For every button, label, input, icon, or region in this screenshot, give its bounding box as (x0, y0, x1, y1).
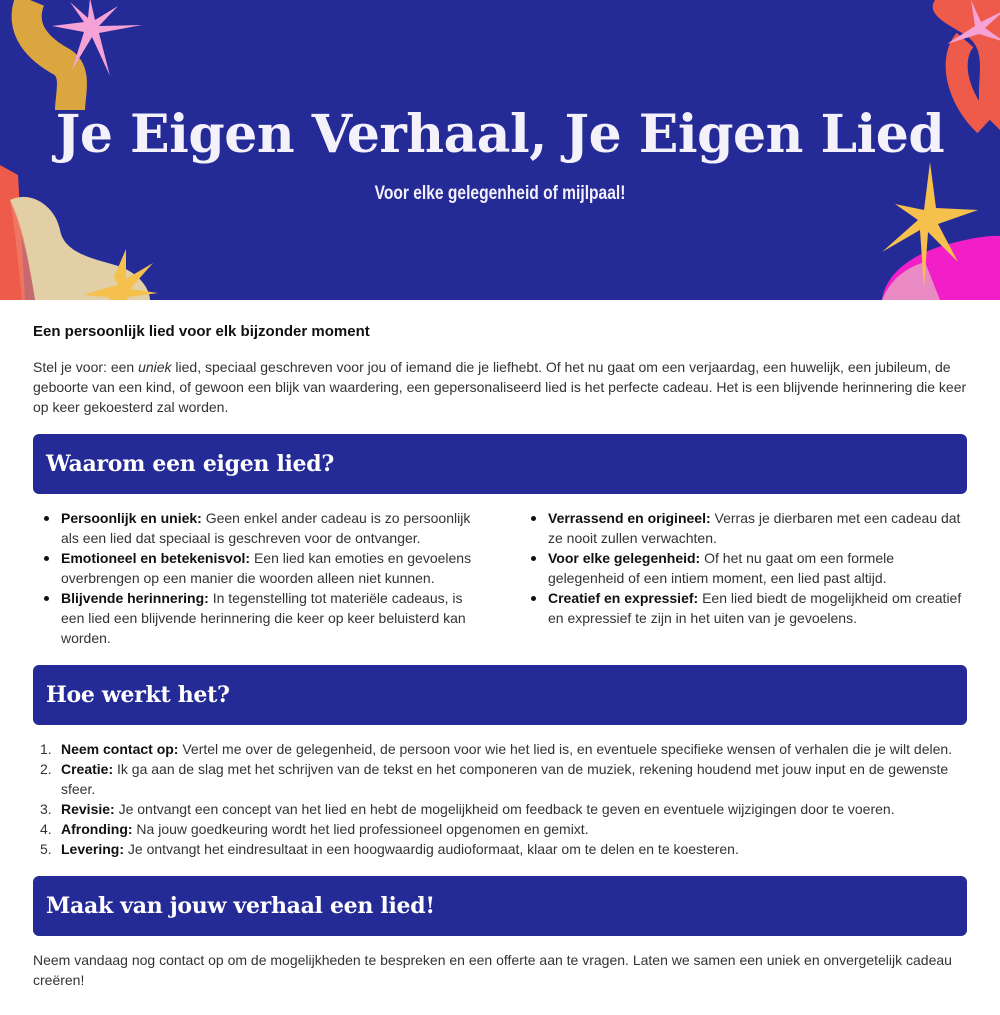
step-number: 1. (40, 741, 52, 757)
list-item-text: Een lied biedt de mogelijkheid om creatief en expressief te zijn in het uiten van je gevoelens. (548, 590, 962, 626)
list-item-text: Verras je dierbaren met een cadeau dat ze nooit zullen verwachten. (548, 510, 961, 546)
how-steps-list (33, 739, 967, 859)
step-text: Je ontvangt een concept van het lied en hebt de mogelijkheid om feedback te geven en eventuele wijzigingen door te voeren. (114, 801, 895, 817)
step-item (33, 739, 967, 759)
step-text: Je ontvangt het eindresultaat in een hoogwaardig audioformaat, klaar om te delen en te koesteren. (124, 841, 739, 857)
hero-banner (0, 0, 1000, 300)
step-number: 5. (40, 841, 52, 857)
list-item-lead: Blijvende herinnering: (61, 590, 209, 606)
why-list-right (520, 508, 967, 648)
step-text: Na jouw goedkeuring wordt het lied professioneel opgenomen en gemixt. (132, 821, 589, 837)
step-lead: Neem contact op: (61, 741, 179, 757)
page-title: Je Eigen Verhaal, Je Eigen Lied (55, 104, 945, 165)
why-heading: Waarom een eigen lied? (46, 451, 334, 477)
list-item-text: In tegenstelling tot materiële cadeaus, is een lied een blijvende herinnering die keer op keer beluisterd kan worden. (61, 590, 466, 646)
why-list-left (33, 508, 480, 648)
list-item (520, 508, 967, 548)
why-section-header (33, 434, 967, 494)
step-lead: Levering: (61, 841, 125, 857)
intro-emphasis: uniek (138, 359, 172, 375)
intro-text-start: Stel je voor: een (33, 359, 139, 375)
why-benefit-columns (33, 508, 967, 648)
list-item (33, 508, 480, 548)
intro-title: Een persoonlijk lied voor elk bijzonder moment (33, 323, 370, 340)
why-section (33, 434, 967, 648)
cta-section-header (33, 876, 967, 936)
cta-paragraph: Neem vandaag nog contact op om de mogelijkheden te bespreken en een offerte aan te vragen. Laten we samen een uniek en onvergetelijk cadeau creëren! (33, 952, 952, 988)
bullet-icon (44, 556, 49, 561)
list-item-lead: Emotioneel en betekenisvol: (61, 550, 251, 566)
step-item (33, 839, 967, 859)
bullet-icon (44, 516, 49, 521)
step-number: 2. (40, 761, 52, 777)
step-item (33, 799, 967, 819)
bullet-icon (531, 556, 536, 561)
intro-paragraph (33, 357, 967, 417)
list-item-text: Een lied kan emoties en gevoelens overbrengen op een manier die woorden alleen niet kunnen. (61, 550, 472, 586)
list-item-lead: Persoonlijk en uniek: (61, 510, 202, 526)
page-subtitle: Voor elke gelegenheid of mijlpaal! (374, 183, 626, 204)
step-lead: Creatie: (61, 761, 114, 777)
list-item-lead: Verrassend en origineel: (548, 510, 711, 526)
how-section-header (33, 665, 967, 725)
cta-section (33, 876, 967, 990)
list-item (33, 548, 480, 588)
step-text: Ik ga aan de slag met het schrijven van de tekst en het componeren van de muziek, rekening houdend met jouw input en de gewenste sfeer. (61, 761, 949, 797)
step-lead: Revisie: (61, 801, 115, 817)
bullet-icon (531, 596, 536, 601)
how-heading: Hoe werkt het? (46, 682, 230, 708)
step-item (33, 759, 967, 799)
step-number: 4. (40, 821, 52, 837)
list-item-lead: Voor elke gelegenheid: (548, 550, 701, 566)
bullet-icon (531, 516, 536, 521)
list-item (520, 548, 967, 588)
step-text: Vertel me over de gelegenheid, de persoon voor wie het lied is, en eventuele specifieke wensen of verhalen die je wilt delen. (178, 741, 953, 757)
intro-text-end: lied, speciaal geschreven voor jou of iemand die je liefhebt. Of het nu gaat om een verjaardag, een huwelijk, een jubileum, de geboorte van een kind, of gewoon een blijk van waardering, een gepersonaliseerd lied is het perfecte cadeau. Het is een blijvende herinnering die keer op keer gekoesterd zal worden. (33, 359, 967, 415)
intro-section (33, 323, 967, 417)
list-item-text: Geen enkel ander cadeau is zo persoonlijk als een lied dat speciaal is geschreven voor de ontvanger. (61, 510, 471, 546)
bullet-icon (44, 596, 49, 601)
cta-heading: Maak van jouw verhaal een lied! (46, 893, 435, 919)
step-number: 3. (40, 801, 52, 817)
step-lead: Afronding: (61, 821, 133, 837)
list-item (33, 588, 480, 648)
how-section (33, 665, 967, 859)
mustard-squiggle-shape (27, 0, 72, 110)
list-item (520, 588, 967, 628)
list-item-text: Of het nu gaat om een formele gelegenheid of een intiem moment, een lied past altijd. (548, 550, 895, 586)
list-item-lead: Creatief en expressief: (548, 590, 699, 606)
main-content (0, 300, 1000, 1010)
step-item (33, 819, 967, 839)
